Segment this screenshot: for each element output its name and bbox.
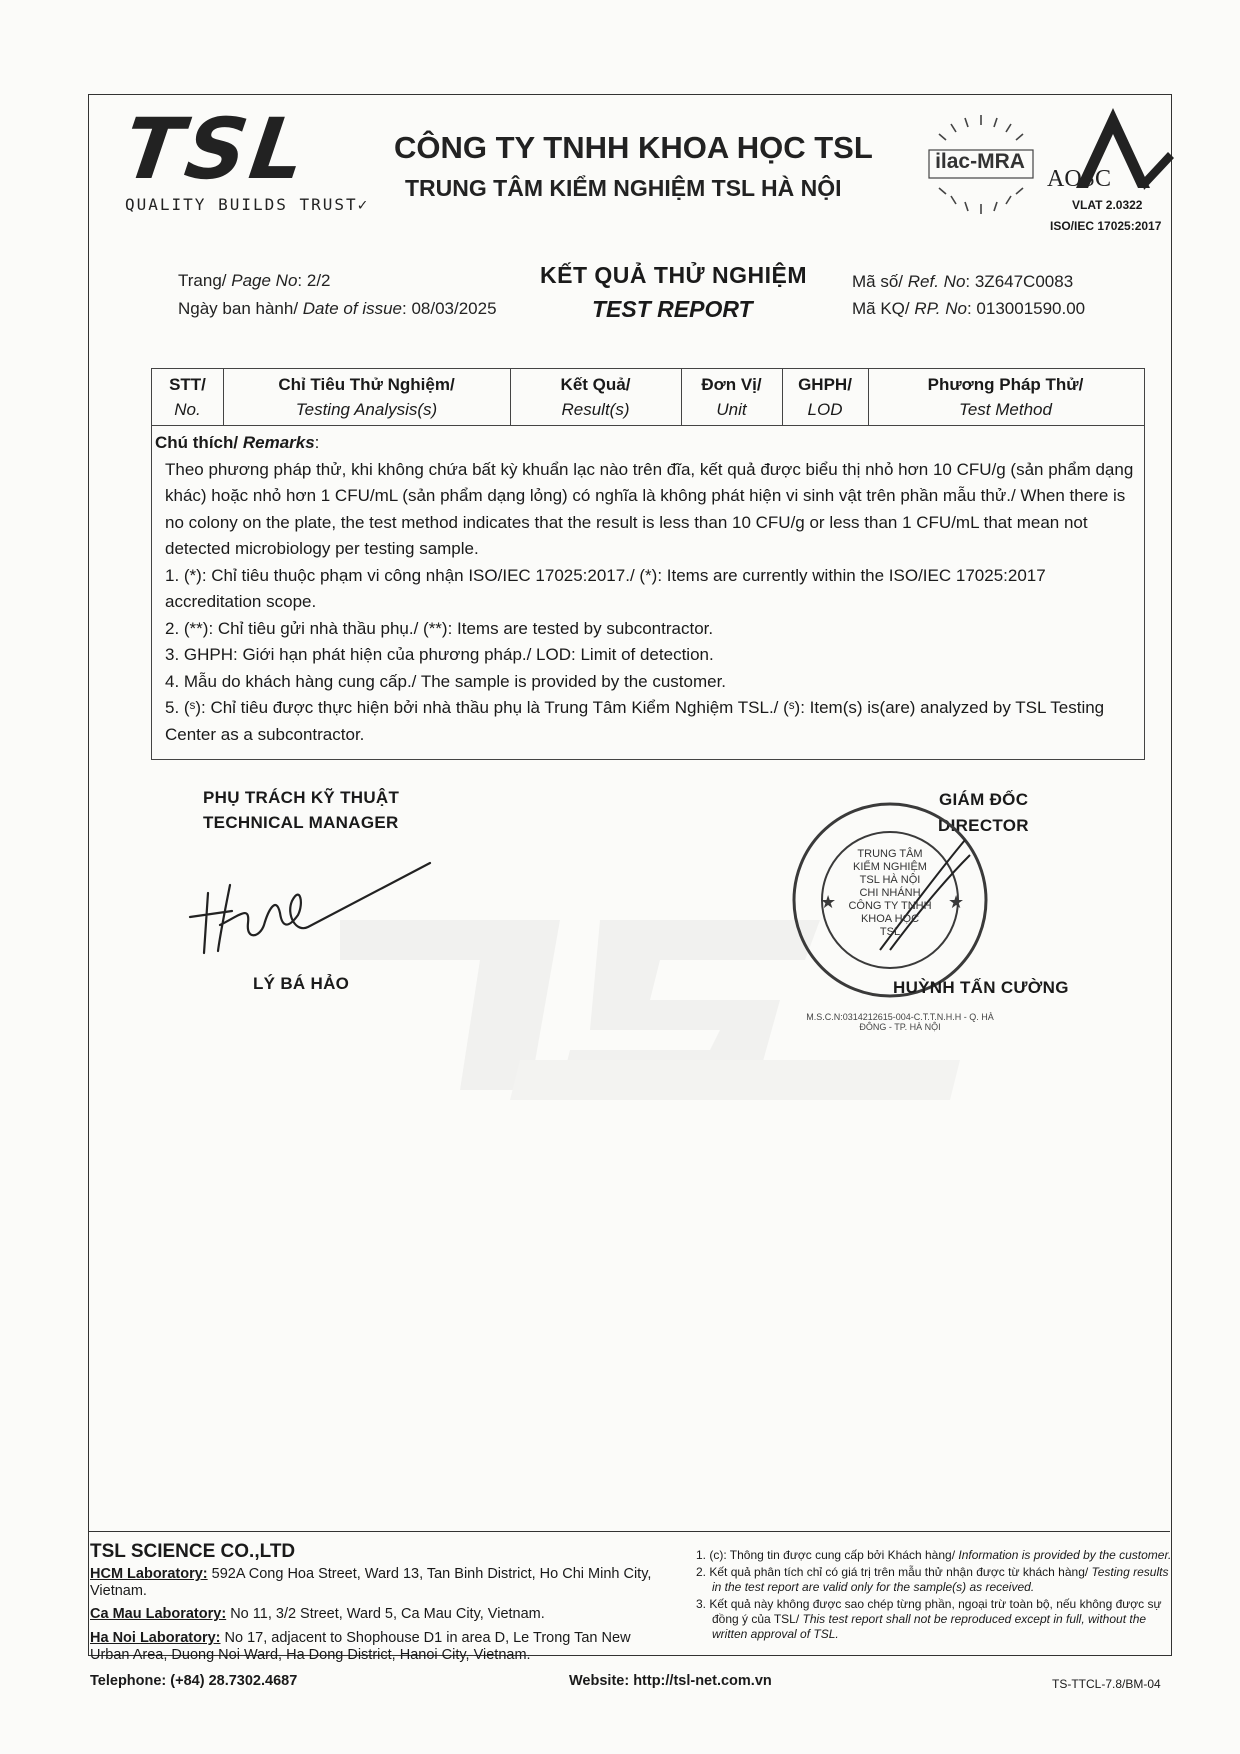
report-title-vn: KẾT QUẢ THỬ NGHIỆM xyxy=(540,262,808,288)
company-name: CÔNG TY TNHH KHOA HỌC TSL xyxy=(394,130,873,165)
column-header-lod: GHPH/ LOD xyxy=(782,369,869,425)
footer-divider xyxy=(88,1531,1170,1532)
footer-form-code: TS-TTCL-7.8/BM-04 xyxy=(1052,1677,1161,1691)
remark-item: 3. GHPH: Giới hạn phát hiện của phương pháp./ LOD: Limit of detection. xyxy=(165,645,714,664)
page-number: Trang/ Page No: 2/2 xyxy=(178,271,331,290)
column-header-method: Phương Pháp Thử/ Test Method xyxy=(927,375,1084,419)
director-role-en: DIRECTOR xyxy=(938,816,1029,835)
aosc-label: AOSC xyxy=(1047,166,1112,192)
remark-item: 4. Mẫu do khách hàng cung cấp./ The sample is provided by the customer. xyxy=(165,671,727,691)
remark-item: 1. (*): Chỉ tiêu thuộc phạm vi công nhận ISO/IEC 17025:2017./ (*): Items are currently within the ISO/IEC 17025:2017 accreditation scope. xyxy=(165,565,1046,611)
footer-hanoi-lab: Ha Noi Laboratory: No 17, adjacent to Shophouse D1 in area D, Le Trong Tan New Urban Area, Duong Noi Ward, Ha Dong District, Hanoi City, Vietnam. xyxy=(90,1630,631,1663)
ilac-mra-label: ilac-MRA xyxy=(935,150,1025,173)
footer-telephone: Telephone: (+84) 28.7302.4687 xyxy=(90,1673,298,1689)
table-header-row xyxy=(152,369,1144,426)
footer-note: 2. Kết quả phân tích chỉ có giá trị trên mẫu thử nhận được từ khách hàng/ Testing results in the test report are valid only for the sample(s) as received. xyxy=(696,1565,1169,1594)
date-of-issue: Ngày ban hành/ Date of issue: 08/03/2025 xyxy=(178,299,497,318)
column-header-no: STT/ No. xyxy=(152,369,224,425)
report-title-en: TEST REPORT xyxy=(592,296,753,322)
footer-camau-lab: Ca Mau Laboratory: No 11, 3/2 Street, Ward 5, Ca Mau City, Vietnam. xyxy=(90,1606,545,1622)
center-name: TRUNG TÂM KIỂM NGHIỆM TSL HÀ NỘI xyxy=(405,175,842,201)
remarks-section xyxy=(155,430,1135,748)
column-header-result: Kết Quả/ Result(s) xyxy=(510,369,682,425)
remark-item: Theo phương pháp thử, khi không chứa bất kỳ khuẩn lạc nào trên đĩa, kết quả được biểu thị nhỏ hơn 10 CFU/g (sản phẩm dạng khác) hoặc nhỏ hơn 1 CFU/mL (sản phẩm dạng lỏng) có nghĩa là không phát hiện vi sinh vật trên phần mẫu thử./ When there is no colony on the plate, the test method indicates that the result is less than 10 CFU/g or less than 1 CFU/mL that mean not detected microbiology per testing sample. xyxy=(165,459,1134,558)
footer-note: 1. (c): Thông tin được cung cấp bởi Khách hàng/ Information is provided by the customer. xyxy=(696,1548,1172,1562)
ref-number: Mã số/ Ref. No: 3Z647C0083 xyxy=(852,272,1074,291)
technical-manager-name: LÝ BÁ HẢO xyxy=(253,974,350,993)
stamp-ring-text: M.S.C.N:0314212615-004-C.T.T.N.H.H - Q. HÀ ĐÔNG - TP. HÀ NỘI xyxy=(806,1012,994,1032)
logo-tagline: QUALITY BUILDS TRUST✓ xyxy=(125,195,370,214)
footer-hcm-lab: HCM Laboratory: 592A Cong Hoa Street, Ward 13, Tan Binh District, Ho Chi Minh City, Vietnam. xyxy=(90,1566,652,1599)
technical-manager-role-en: TECHNICAL MANAGER xyxy=(203,813,399,832)
director-name: HUỲNH TẤN CƯỜNG xyxy=(893,978,1069,997)
footer-notes xyxy=(696,1548,1176,1644)
technical-manager-role-vn: PHỤ TRÁCH KỸ THUẬT xyxy=(203,788,400,807)
remark-item: 2. (**): Chỉ tiêu gửi nhà thầu phụ./ (**): Items are tested by subcontractor. xyxy=(165,618,714,638)
vlat-code: VLAT 2.0322 xyxy=(1072,198,1143,212)
column-header-analysis: Chỉ Tiêu Thử Nghiệm/ Testing Analysis(s) xyxy=(223,369,511,425)
iso-standard: ISO/IEC 17025:2017 xyxy=(1050,219,1162,233)
stamp-center-text: TRUNG TÂM KIỂM NGHIỆM TSL HÀ NỘI CHI NHÁNH CÔNG TY TNHH KHOA HỌC TSL xyxy=(848,848,932,938)
footer-website[interactable]: Website: http://tsl-net.com.vn xyxy=(569,1673,772,1689)
remarks-heading: Chú thích/ Remarks: xyxy=(155,433,320,452)
footer-company: TSL SCIENCE CO.,LTD xyxy=(90,1541,296,1562)
footer-note: 3. Kết quả này không được sao chép từng phần, ngoại trừ toàn bộ, nếu không được sự đồng ý của TSL/ This test report shall not be reproduced except in full, without the written approval of TSL. xyxy=(696,1597,1162,1641)
technical-manager-signature-icon xyxy=(180,855,440,965)
column-header-unit: Đơn Vị/ Unit xyxy=(681,369,783,425)
svg-text:★: ★ xyxy=(948,892,965,913)
remark-item: 5. (ˢ): Chỉ tiêu được thực hiện bởi nhà thầu phụ là Trung Tâm Kiểm Nghiệm TSL./ (ˢ): Item(s) is(are) analyzed by TSL Testing Center as a subcontractor. xyxy=(165,698,1105,744)
director-role-vn: GIÁM ĐỐC xyxy=(939,790,1029,809)
tsl-logo: TSL xyxy=(118,100,316,198)
svg-text:★: ★ xyxy=(820,892,837,913)
rp-number: Mã KQ/ RP. No: 013001590.00 xyxy=(852,299,1086,318)
